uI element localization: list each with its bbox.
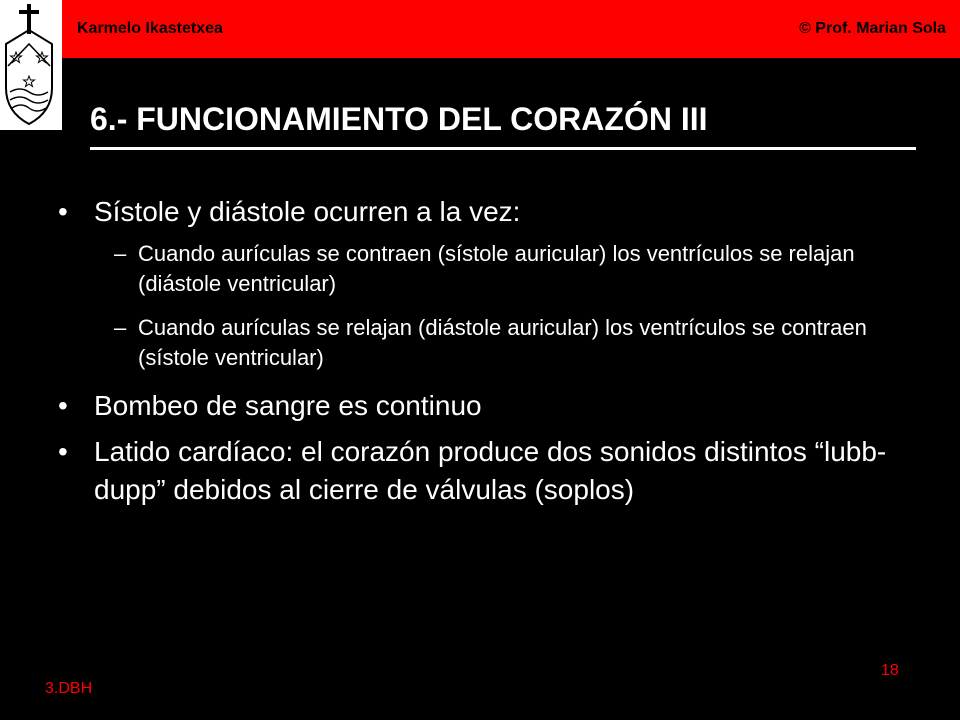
- title-underline: [90, 147, 916, 150]
- carmelite-shield-icon: [0, 0, 62, 130]
- sub-item: [58, 239, 918, 299]
- bullet-marker: •: [58, 436, 68, 467]
- bullet-text: Latido cardíaco: el corazón produce dos sonidos distintos “lubb-dupp” debidos al cierre de válvulas (soplos): [94, 436, 887, 505]
- bullet-item: [58, 387, 918, 425]
- slide-content: [58, 193, 918, 509]
- bullet-item: [58, 433, 918, 509]
- slide-title: 6.- FUNCIONAMIENTO DEL CORAZÓN III: [90, 101, 708, 137]
- sub-item-text: Cuando aurículas se relajan (diástole auricular) los ventrículos se contraen (sístole ventricular): [138, 315, 867, 370]
- author-credit: © Prof. Marian Sola: [799, 20, 946, 37]
- slide-number: 18: [881, 662, 899, 679]
- bullet-text: Sístole y diástole ocurren a la vez:: [94, 196, 521, 227]
- sub-item: [58, 313, 918, 373]
- school-name: Karmelo Ikastetxea: [77, 20, 223, 37]
- bullet-marker: •: [58, 390, 68, 421]
- course-label: 3.DBH: [45, 680, 93, 697]
- bullet-marker: •: [58, 196, 68, 227]
- sub-item-text: Cuando aurículas se contraen (sístole auricular) los ventrículos se relajan (diástole ventricular): [138, 241, 855, 296]
- sub-marker: –: [114, 315, 127, 340]
- bullet-item: [58, 193, 918, 231]
- sub-marker: –: [114, 241, 127, 266]
- bullet-text: Bombeo de sangre es continuo: [94, 390, 482, 421]
